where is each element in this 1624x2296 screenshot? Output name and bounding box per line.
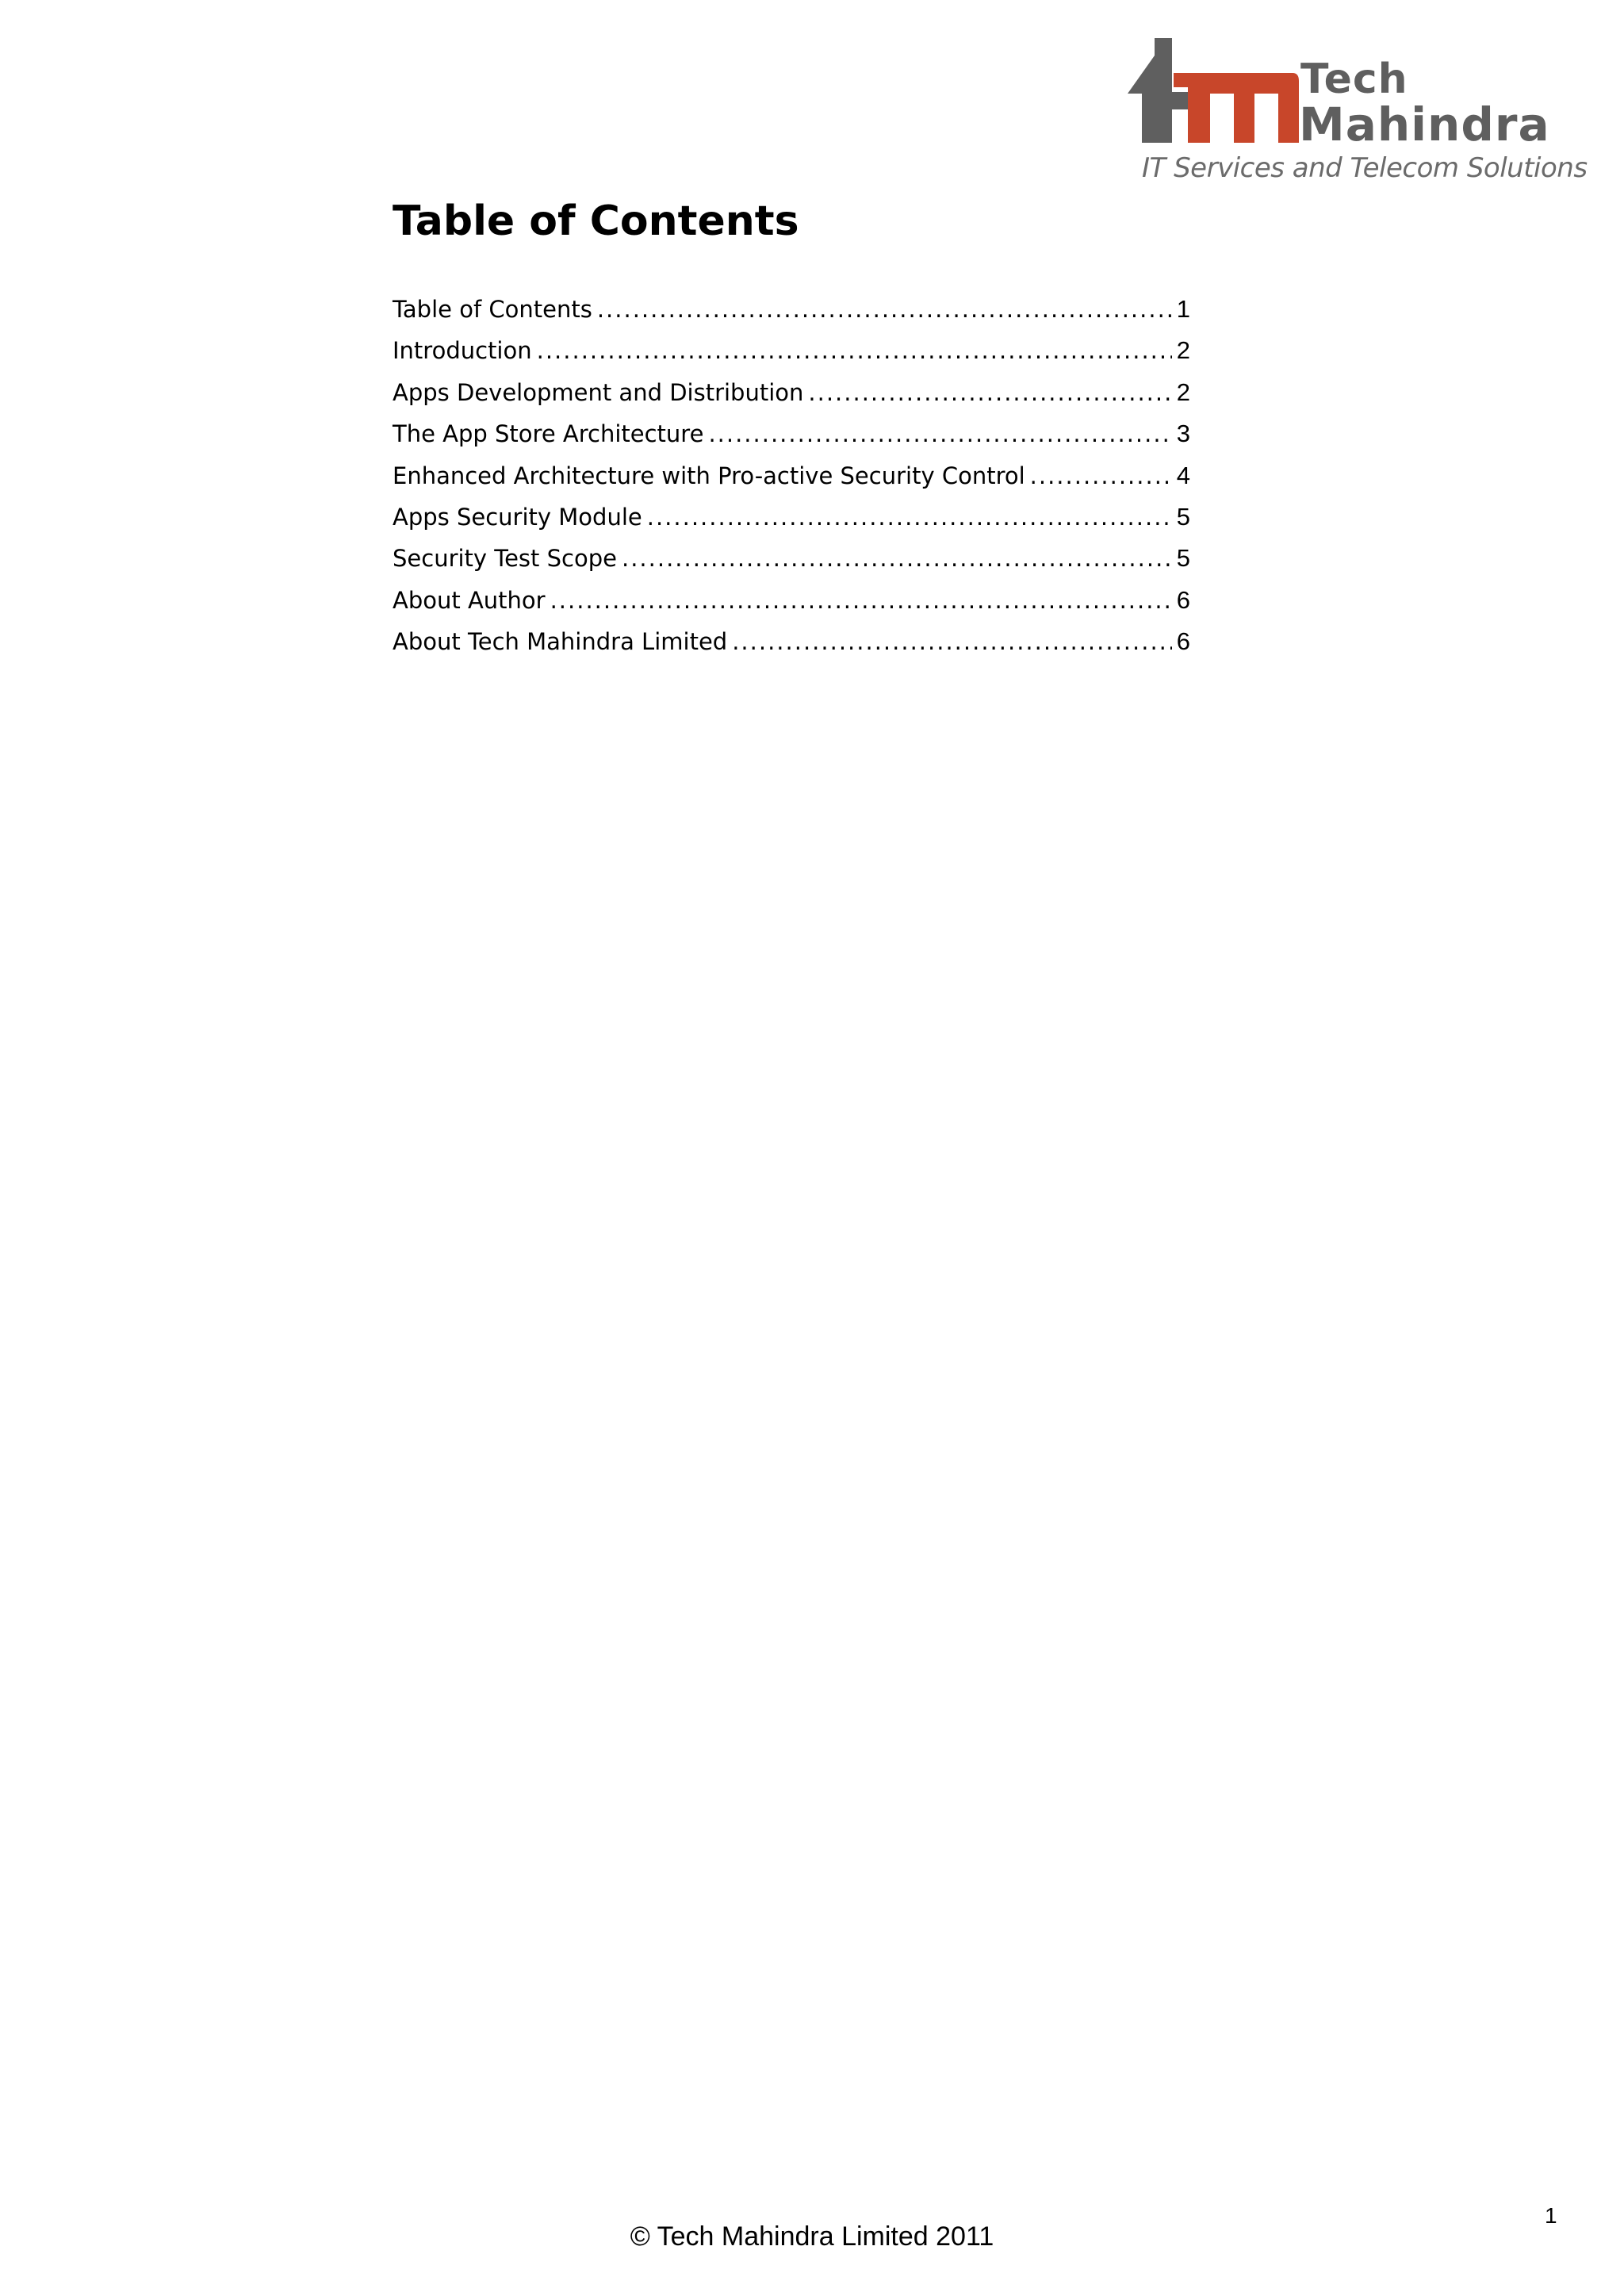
toc-entry-page: 2 [1176, 336, 1190, 365]
table-of-contents [393, 289, 1190, 663]
toc-entry-enhanced-architecture[interactable] [393, 455, 1190, 496]
toc-entry-label: Enhanced Architecture with Pro-active Security Control [393, 462, 1025, 489]
toc-entry-page: 6 [1176, 585, 1190, 614]
logo-brand-line2: Mahindra [1299, 98, 1550, 151]
company-logo [1126, 36, 1588, 187]
toc-dot-leader [1030, 455, 1172, 496]
toc-dot-leader [732, 621, 1172, 662]
toc-entry-label: Security Test Scope [393, 545, 617, 573]
toc-entry-app-store-architecture[interactable] [393, 413, 1190, 454]
toc-dot-leader [550, 580, 1172, 621]
toc-entry-label: Apps Development and Distribution [393, 378, 804, 406]
toc-entry-page: 1 [1176, 295, 1190, 323]
toc-entry-page: 4 [1176, 461, 1190, 489]
toc-entry-security-test-scope[interactable] [393, 538, 1190, 579]
logo-brand-line1: Tech [1300, 56, 1408, 103]
footer-copyright: © Tech Mahindra Limited 2011 [630, 2221, 994, 2252]
toc-dot-leader [808, 372, 1171, 413]
tm-logo-mark-icon [1126, 36, 1300, 148]
toc-entry-page: 2 [1176, 378, 1190, 406]
toc-entry-about-author[interactable] [393, 580, 1190, 621]
toc-dot-leader [597, 289, 1172, 330]
toc-entry-label: About Tech Mahindra Limited [393, 628, 728, 656]
toc-entry-apps-development[interactable] [393, 372, 1190, 413]
toc-entry-page: 6 [1176, 627, 1190, 656]
toc-entry-label: The App Store Architecture [393, 420, 704, 448]
toc-entry-page: 5 [1176, 544, 1190, 573]
toc-entry-label: Introduction [393, 337, 532, 365]
toc-dot-leader [622, 538, 1172, 579]
page-title: Table of Contents [393, 197, 799, 245]
logo-tagline: IT Services and Telecom Solutions [1142, 152, 1588, 184]
toc-dot-leader [537, 330, 1172, 371]
toc-entry-introduction[interactable] [393, 330, 1190, 371]
toc-entry-page: 5 [1176, 502, 1190, 531]
toc-dot-leader [708, 413, 1171, 454]
toc-entry-about-tech-mahindra[interactable] [393, 621, 1190, 662]
toc-entry-table-of-contents[interactable] [393, 289, 1190, 330]
page-number: 1 [1545, 2203, 1557, 2228]
toc-entry-label: Table of Contents [393, 296, 592, 323]
toc-entry-label: Apps Security Module [393, 503, 642, 531]
toc-entry-apps-security-module[interactable] [393, 496, 1190, 538]
toc-dot-leader [647, 496, 1172, 538]
toc-entry-label: About Author [393, 586, 546, 614]
toc-entry-page: 3 [1176, 420, 1190, 448]
